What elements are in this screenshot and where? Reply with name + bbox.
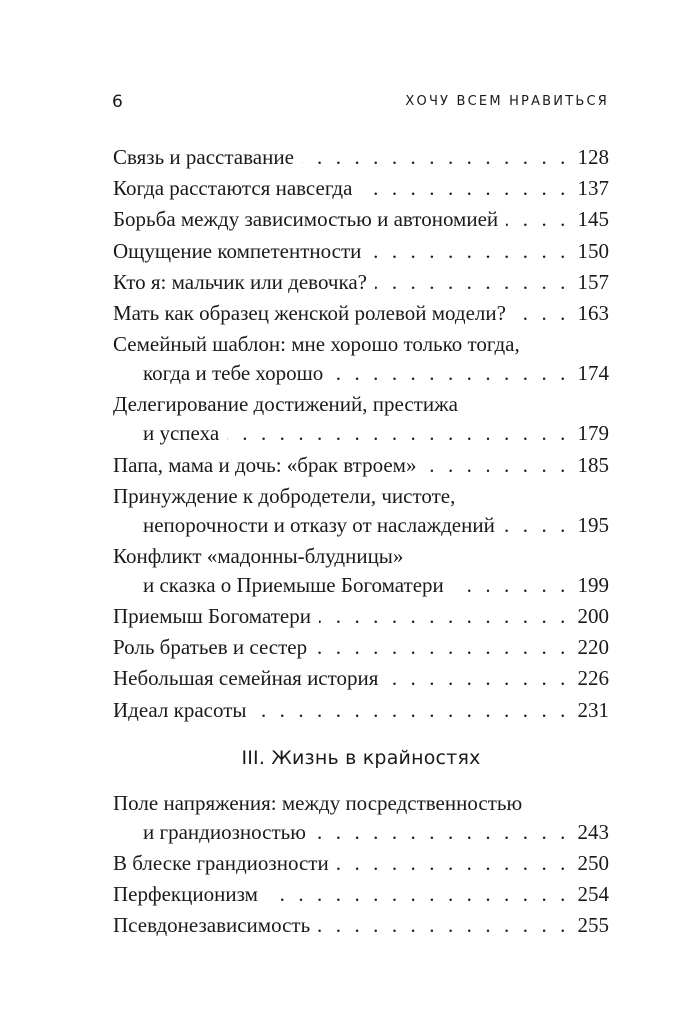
toc-entry-title: Мать как образец женской ролевой модели? — [113, 300, 506, 325]
toc-entry-title: Делегирование достижений, престижа — [113, 392, 458, 417]
dot-leader — [337, 849, 570, 878]
toc-entry-title: Папа, мама и дочь: «брак втроем» — [113, 452, 417, 477]
dot-leader — [331, 359, 569, 388]
toc-entry-title: Кто я: мальчик или девочка? — [113, 269, 367, 294]
dot-leader — [314, 818, 570, 847]
toc-entry-page: 220 — [577, 635, 609, 660]
dot-leader — [227, 419, 569, 448]
toc-entry — [113, 542, 609, 600]
toc-entry-page: 255 — [577, 913, 609, 938]
dot-leader — [452, 571, 570, 600]
dot-leader — [514, 299, 570, 328]
page-number: 6 — [112, 92, 123, 112]
dot-leader — [424, 451, 569, 480]
dot-leader — [318, 911, 569, 940]
toc-entry — [113, 237, 609, 266]
toc-entry — [113, 174, 609, 203]
toc-entry-page: 128 — [577, 145, 609, 169]
toc-entry-page: 199 — [577, 572, 609, 597]
toc-entry-page: 185 — [577, 452, 609, 477]
dot-leader — [360, 174, 569, 203]
toc-entry — [113, 602, 609, 631]
toc-entry-title: Приемыш Богоматери — [113, 604, 311, 629]
toc-entry-title: Конфликт «мадонны-блудницы» — [113, 543, 404, 568]
toc-entry-title: Роль братьев и сестер — [113, 635, 308, 660]
toc-entry-title: Принуждение к добродетели, чистоте, — [113, 483, 456, 508]
table-of-contents — [113, 143, 609, 942]
toc-entry — [113, 451, 609, 480]
toc-entry-title: Когда расстаются навсегда — [113, 176, 353, 201]
toc-entry-title: Псевдонезависимость — [113, 913, 311, 938]
toc-entry — [113, 696, 609, 725]
running-title: ХОЧУ ВСЕМ НРАВИТЬСЯ — [405, 94, 609, 109]
toc-entry-title: В блеске грандиозности — [113, 850, 329, 875]
toc-entry — [113, 880, 609, 909]
toc-entry — [113, 299, 609, 328]
toc-entry-title: Борьба между зависимостью и автономией — [113, 207, 499, 232]
toc-entry-page: 137 — [577, 176, 609, 201]
toc-entry-page: 250 — [577, 850, 609, 875]
toc-entry-page: 195 — [577, 512, 609, 537]
section-heading: III. Жизнь в крайностях — [241, 746, 481, 769]
toc-entry — [113, 390, 609, 448]
dot-leader — [255, 696, 570, 725]
dot-leader — [319, 602, 570, 631]
toc-entry — [113, 143, 609, 172]
toc-entry — [113, 849, 609, 878]
dot-leader — [302, 143, 570, 172]
toc-entry-title: Небольшая семейная история — [113, 666, 379, 691]
toc-entry — [113, 633, 609, 662]
dot-leader — [375, 268, 570, 297]
toc-entry — [113, 205, 609, 234]
toc-entry-page: 226 — [577, 666, 609, 691]
toc-entry — [113, 482, 609, 540]
dot-leader — [386, 664, 569, 693]
toc-entry-title-continued: и успеха — [143, 421, 220, 446]
dot-leader — [506, 205, 569, 234]
dot-leader — [369, 237, 569, 266]
toc-entry-title-continued: и сказка о Приемыше Богоматери — [143, 572, 444, 597]
toc-entry-page: 200 — [577, 604, 609, 629]
dot-leader — [266, 880, 570, 909]
toc-entry-page: 254 — [577, 882, 609, 906]
toc-entry-title: Перфекционизм — [113, 882, 258, 906]
toc-entry — [113, 789, 609, 847]
toc-entry-page: 243 — [577, 819, 609, 844]
page-header — [112, 92, 609, 116]
toc-entry-title: Связь и расставание — [113, 145, 294, 169]
toc-entry-title-continued: когда и тебе хорошо — [143, 361, 324, 386]
toc-entry-page: 179 — [577, 421, 609, 446]
dot-leader — [315, 633, 569, 662]
toc-entry-title: Ощущение компетентности — [113, 238, 362, 263]
toc-entry-title: Идеал красоты — [113, 697, 247, 722]
toc-entry-page: 150 — [577, 238, 609, 263]
toc-entry — [113, 330, 609, 388]
toc-entry-page: 163 — [577, 300, 609, 325]
toc-entry — [113, 664, 609, 693]
dot-leader — [503, 511, 570, 540]
toc-entry — [113, 911, 609, 940]
toc-entry-page: 145 — [577, 207, 609, 232]
toc-entry-page: 174 — [577, 361, 609, 386]
toc-entry — [113, 268, 609, 297]
toc-entry-page: 157 — [577, 269, 609, 294]
toc-entry-title: Семейный шаблон: мне хорошо только тогда, — [113, 332, 520, 357]
toc-entry-page: 231 — [577, 697, 609, 722]
toc-entry-title: Поле напряжения: между посредственностью — [113, 790, 523, 815]
toc-entry-title-continued: непорочности и отказу от наслаждений — [143, 512, 495, 537]
toc-entry-title-continued: и грандиозностью — [143, 819, 306, 844]
